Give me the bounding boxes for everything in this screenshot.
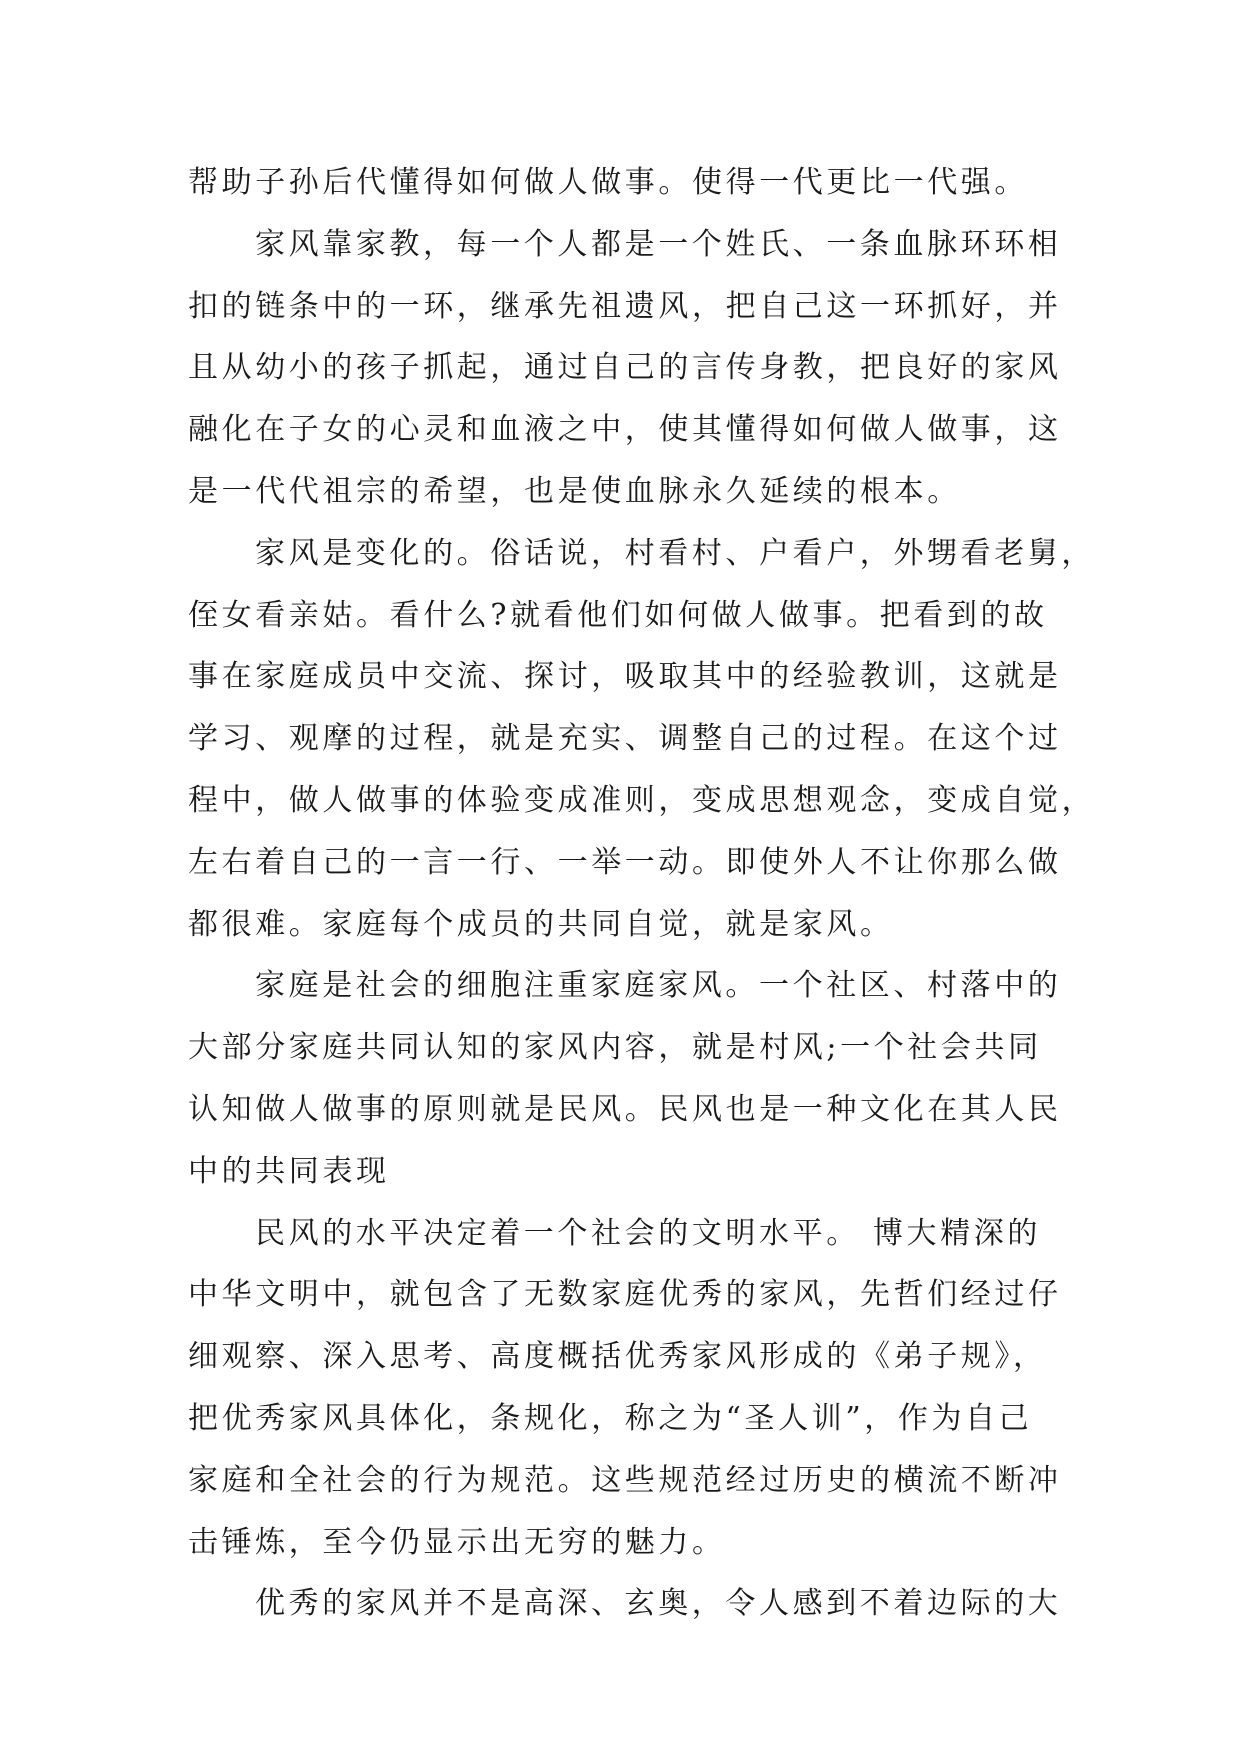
text-line: 是一代代祖宗的希望，也是使血脉永久延续的根本。: [188, 473, 961, 509]
text-line: 扣的链条中的一环，继承先祖遗风，把自己这一环抓好，并: [188, 288, 1062, 324]
text-line: 程中，做人做事的体验变成准则，变成思想观念，变成自觉，: [188, 782, 1096, 818]
paragraph-first-line: 家风是变化的。俗话说，村看村、户看户，外甥看老舅，: [255, 535, 1095, 571]
text-line: 击锤炼，至今仍显示出无穷的魅力。: [188, 1524, 726, 1560]
text-line: 细观察、深入思考、高度概括优秀家风形成的《弟子规》，: [188, 1339, 1047, 1375]
text-line: 家庭和全社会的行为规范。这些规范经过历史的横流不断冲: [188, 1462, 1062, 1498]
text-line: 中的共同表现: [188, 1153, 390, 1189]
text-line: 把优秀家风具体化，条规化，称之为“圣人训”，作为自己: [188, 1400, 1033, 1436]
text-line: 认知做人做事的原则就是民风。民风也是一种文化在其人民: [188, 1091, 1062, 1127]
text-line: 大部分家庭共同认知的家风内容，就是村风;一个社会共同: [188, 1030, 1042, 1066]
text-line: 事在家庭成员中交流、探讨，吸取其中的经验教训，这就是: [188, 659, 1062, 695]
text-line: 学习、观摩的过程，就是充实、调整自己的过程。在这个过: [188, 721, 1062, 757]
paragraph-first-line: 优秀的家风并不是高深、玄奥，令人感到不着边际的大: [255, 1586, 1062, 1622]
text-line: 都很难。家庭每个成员的共同自觉，就是家风。: [188, 906, 894, 942]
paragraph-first-line: 民风的水平决定着一个社会的文明水平。 博大精深的: [255, 1215, 1041, 1251]
text-line: 且从幼小的孩子抓起，通过自己的言传身教，把良好的家风: [188, 350, 1062, 386]
body-text: [188, 152, 1096, 1635]
text-line: 左右着自己的一言一行、一举一动。即使外人不让你那么做: [188, 844, 1062, 880]
paragraph-first-line: 家风靠家教，每一个人都是一个姓氏、一条血脉环环相: [255, 226, 1062, 262]
text-line: 融化在子女的心灵和血液之中，使其懂得如何做人做事，这: [188, 412, 1062, 448]
text-line: 中华文明中，就包含了无数家庭优秀的家风，先哲们经过仔: [188, 1277, 1062, 1313]
text-line: 侄女看亲姑。看什么?就看他们如何做人做事。把看到的故: [188, 597, 1048, 633]
text-line: 帮助子孙后代懂得如何做人做事。使得一代更比一代强。: [188, 165, 1028, 200]
paragraph-first-line: 家庭是社会的细胞注重家庭家风。一个社区、村落中的: [255, 968, 1062, 1004]
